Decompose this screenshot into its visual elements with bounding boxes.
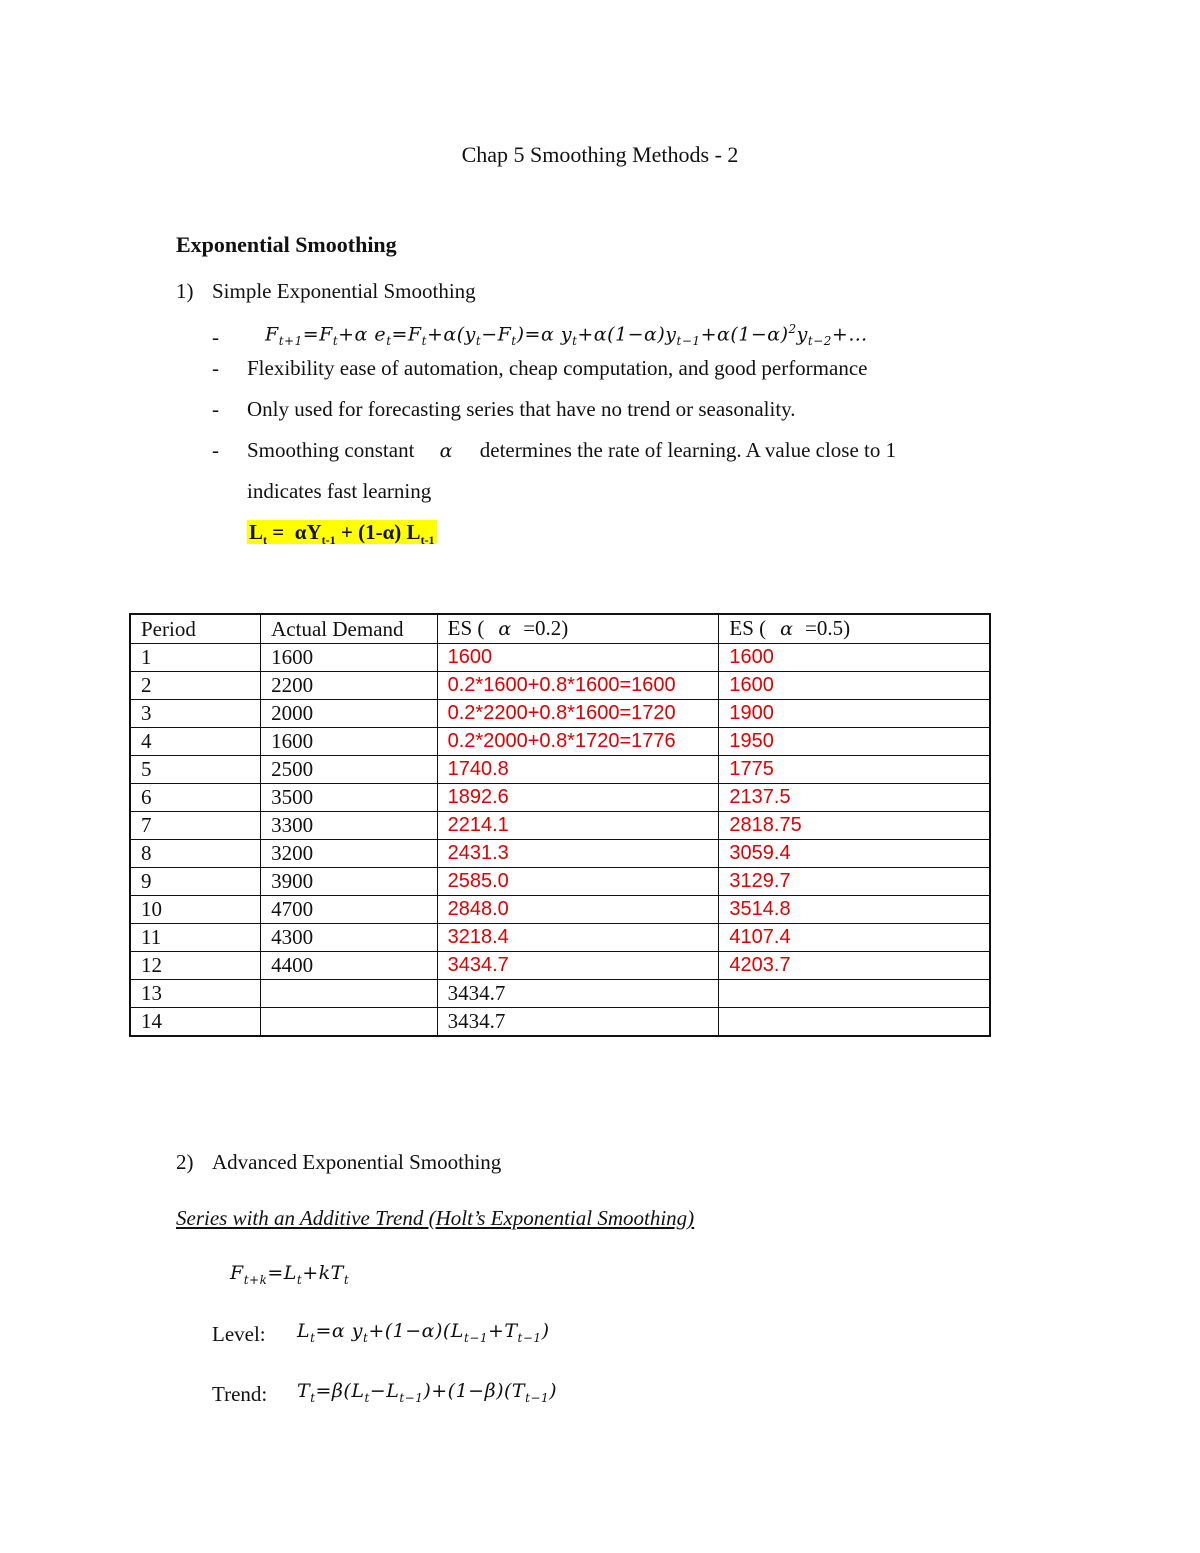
table-cell: 3434.7 — [437, 1008, 719, 1037]
table-cell: 3514.8 — [719, 896, 990, 924]
table-row — [130, 812, 990, 840]
table-row — [130, 1008, 990, 1037]
table-row — [130, 924, 990, 952]
table-row — [130, 980, 990, 1008]
table-cell: 4400 — [261, 952, 437, 980]
table-cell: 1600 — [719, 644, 990, 672]
alpha-symbol: α — [439, 440, 453, 462]
table-cell: 3300 — [261, 812, 437, 840]
table-cell: 1600 — [437, 644, 719, 672]
bullet-dash: - — [212, 325, 219, 349]
bullet-dash: - — [212, 397, 219, 421]
table-cell: 2818.75 — [719, 812, 990, 840]
table-cell: 6 — [130, 784, 261, 812]
ses-formula: $F_{t+1}=F_t+\alpha$ $e_t=F_t+\alpha(y_t-F_t)=\alpha$ $y_t+\alpha(1-\alpha)y_{t-1}+\alpha(1-\alpha)^2y_{t-2}+\dots$ — [265, 322, 868, 349]
table-cell: 3500 — [261, 784, 437, 812]
bullet-dash: - — [212, 356, 219, 380]
table-cell: 2137.5 — [719, 784, 990, 812]
table-cell: 3129.7 — [719, 868, 990, 896]
table-cell: 10 — [130, 896, 261, 924]
table-cell: 1900 — [719, 700, 990, 728]
table-row — [130, 700, 990, 728]
bullet-dash: - — [212, 438, 219, 462]
bullet-text: Only used for forecasting series that have no trend or seasonality. — [247, 397, 796, 421]
list-item-1 — [176, 279, 476, 304]
table-cell: 4107.4 — [719, 924, 990, 952]
table-cell: 1740.8 — [437, 756, 719, 784]
table-cell: 4 — [130, 728, 261, 756]
table-cell: 2 — [130, 672, 261, 700]
list-item-2 — [176, 1150, 501, 1175]
es-table — [129, 613, 991, 1037]
table-cell: 2500 — [261, 756, 437, 784]
table-cell: 0.2*2200+0.8*1600=1720 — [437, 700, 719, 728]
table-cell: 1892.6 — [437, 784, 719, 812]
item-number: 1) — [176, 279, 194, 303]
table-cell: 9 — [130, 868, 261, 896]
level-formula: $L_t=\alpha$ $y_t+(1-\alpha)(L_{t-1}+T_{t-1})$ — [297, 1320, 550, 1345]
table-cell: 1 — [130, 644, 261, 672]
holt-subheading: Series with an Additive Trend (Holt’s Exponential Smoothing) — [176, 1206, 695, 1230]
trend-label: Trend: — [212, 1382, 268, 1406]
table-row — [130, 868, 990, 896]
header-period: Period — [130, 614, 261, 644]
bullet-text — [247, 438, 896, 463]
table-cell: 0.2*1600+0.8*1600=1600 — [437, 672, 719, 700]
table-cell: 0.2*2000+0.8*1720=1776 — [437, 728, 719, 756]
table-cell: 5 — [130, 756, 261, 784]
page-title: Chap 5 Smoothing Methods - 2 — [461, 142, 739, 167]
table-cell: 1600 — [719, 672, 990, 700]
table-cell — [719, 980, 990, 1008]
item-number: 2) — [176, 1150, 194, 1174]
table-cell: 2431.3 — [437, 840, 719, 868]
table-cell: 8 — [130, 840, 261, 868]
bullet-text: Flexibility ease of automation, cheap computation, and good performance — [247, 356, 868, 380]
table-cell — [719, 1008, 990, 1037]
table-cell: 1950 — [719, 728, 990, 756]
table-cell: 14 — [130, 1008, 261, 1037]
item-label: Simple Exponential Smoothing — [212, 279, 476, 303]
holt-forecast-formula: $F_{t+k}=L_t+kT_t$ — [230, 1262, 350, 1287]
table-cell: 1600 — [261, 728, 437, 756]
table-cell: 3059.4 — [719, 840, 990, 868]
table-cell: 13 — [130, 980, 261, 1008]
table-cell: 3434.7 — [437, 952, 719, 980]
table-row — [130, 952, 990, 980]
table-cell: 7 — [130, 812, 261, 840]
header-es-02: ES ( α =0.2) — [437, 614, 719, 644]
table-cell: 1775 — [719, 756, 990, 784]
table-row — [130, 644, 990, 672]
table-cell: 2200 — [261, 672, 437, 700]
level-label: Level: — [212, 1322, 266, 1346]
table-cell: 2214.1 — [437, 812, 719, 840]
level-equation-highlight: $L_t = \alpha Y_{t-1} + (1-\alpha)$ $L_{t-1}$ — [249, 520, 435, 548]
table-cell: 11 — [130, 924, 261, 952]
table-cell: 3218.4 — [437, 924, 719, 952]
table-cell: 2585.0 — [437, 868, 719, 896]
bullet-text-continued: indicates fast learning — [247, 479, 432, 503]
table-cell: 12 — [130, 952, 261, 980]
header-actual-demand: Actual Demand — [261, 614, 437, 644]
table-cell: 3 — [130, 700, 261, 728]
table-cell: 3434.7 — [437, 980, 719, 1008]
table-cell: 1600 — [261, 644, 437, 672]
table-cell: 2848.0 — [437, 896, 719, 924]
item-label: Advanced Exponential Smoothing — [212, 1150, 502, 1174]
table-cell: 3200 — [261, 840, 437, 868]
table-cell: 4300 — [261, 924, 437, 952]
bullet-text-post: determines the rate of learning. A value close to 1 — [479, 438, 897, 462]
table-cell: 2000 — [261, 700, 437, 728]
table-row — [130, 840, 990, 868]
section-heading: Exponential Smoothing — [176, 232, 397, 257]
trend-formula: $T_t=\beta(L_t-L_{t-1})+(1-\beta)(T_{t-1})$ — [297, 1380, 558, 1405]
table-row — [130, 896, 990, 924]
table-row — [130, 784, 990, 812]
table-cell — [261, 1008, 437, 1037]
table-row — [130, 728, 990, 756]
table-row — [130, 756, 990, 784]
header-es-05: ES ( α =0.5) — [719, 614, 990, 644]
table-cell: 4700 — [261, 896, 437, 924]
bullet-text-pre: Smoothing constant — [247, 438, 415, 462]
table-cell — [261, 980, 437, 1008]
table-row — [130, 672, 990, 700]
table-cell: 3900 — [261, 868, 437, 896]
table-cell: 4203.7 — [719, 952, 990, 980]
table-header-row — [130, 614, 990, 644]
